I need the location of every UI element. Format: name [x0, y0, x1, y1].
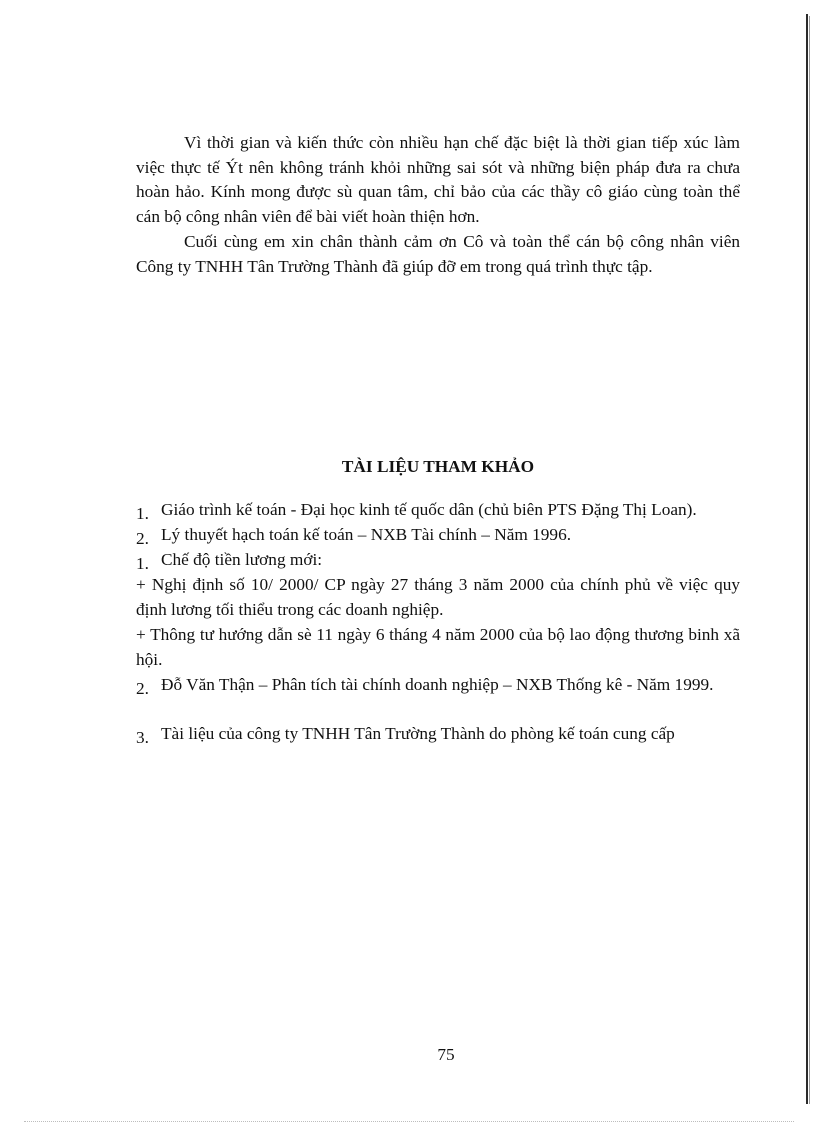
- reference-text: Giáo trình kế toán - Đại học kinh tế quốc dân (chủ biên PTS Đặng Thị Loan).: [161, 500, 697, 519]
- reference-text: Chế độ tiền lương mới:: [161, 550, 323, 569]
- reference-number: 1.: [136, 504, 149, 523]
- reference-item: [136, 523, 740, 548]
- reference-text: Tài liệu của công ty TNHH Tân Trường Thành do phòng kế toán cung cấp: [161, 724, 675, 743]
- reference-item: [136, 548, 740, 573]
- reference-number: 2.: [136, 529, 149, 548]
- reference-sub-item: + Thông tư hướng dẫn sè 11 ngày 6 tháng 4 năm 2000 của bộ lao động thương binh xã hội.: [136, 625, 740, 669]
- reference-text: Lý thuyết hạch toán kế toán – NXB Tài chính – Năm 1996.: [161, 525, 572, 544]
- references-heading: TÀI LIỆU THAM KHẢO: [341, 457, 535, 476]
- closing-paragraph-2: Cuối cùng em xin chân thành cảm ơn Cô và toàn thể cán bộ công nhân viên Công ty TNHH Tân Trường Thành đã giúp đỡ em trong quá trình thực tập.: [136, 232, 740, 276]
- page-number: 75: [437, 1045, 455, 1064]
- page-bottom-dotted-line: [24, 1121, 794, 1122]
- reference-sub-item: + Nghị định số 10/ 2000/ CP ngày 27 tháng 3 năm 2000 của chính phủ về việc quy định lương tối thiểu trong các doanh nghiệp.: [136, 575, 740, 619]
- reference-number: 3.: [136, 728, 149, 747]
- reference-number: 2.: [136, 679, 149, 698]
- page-border-shadow: [809, 16, 810, 1104]
- reference-item: [136, 498, 740, 523]
- reference-number: 1.: [136, 554, 149, 573]
- reference-item: [136, 673, 740, 698]
- page-border-right: [806, 14, 808, 1104]
- reference-item: [136, 722, 740, 747]
- reference-text: Đỗ Văn Thận – Phân tích tài chính doanh nghiệp – NXB Thống kê - Năm 1999.: [161, 675, 714, 694]
- closing-paragraph-1: Vì thời gian và kiến thức còn nhiều hạn chế đặc biệt là thời gian tiếp xúc làm việc thực tế Ýt nên không tránh khỏi những sai sót và những biện pháp đưa ra chưa hoàn hảo. Kính mong được sù quan tâm, chỉ bảo của các thầy cô giáo cùng toàn thể cán bộ công nhân viên để bài viết hoàn thiện hơn.: [136, 133, 740, 226]
